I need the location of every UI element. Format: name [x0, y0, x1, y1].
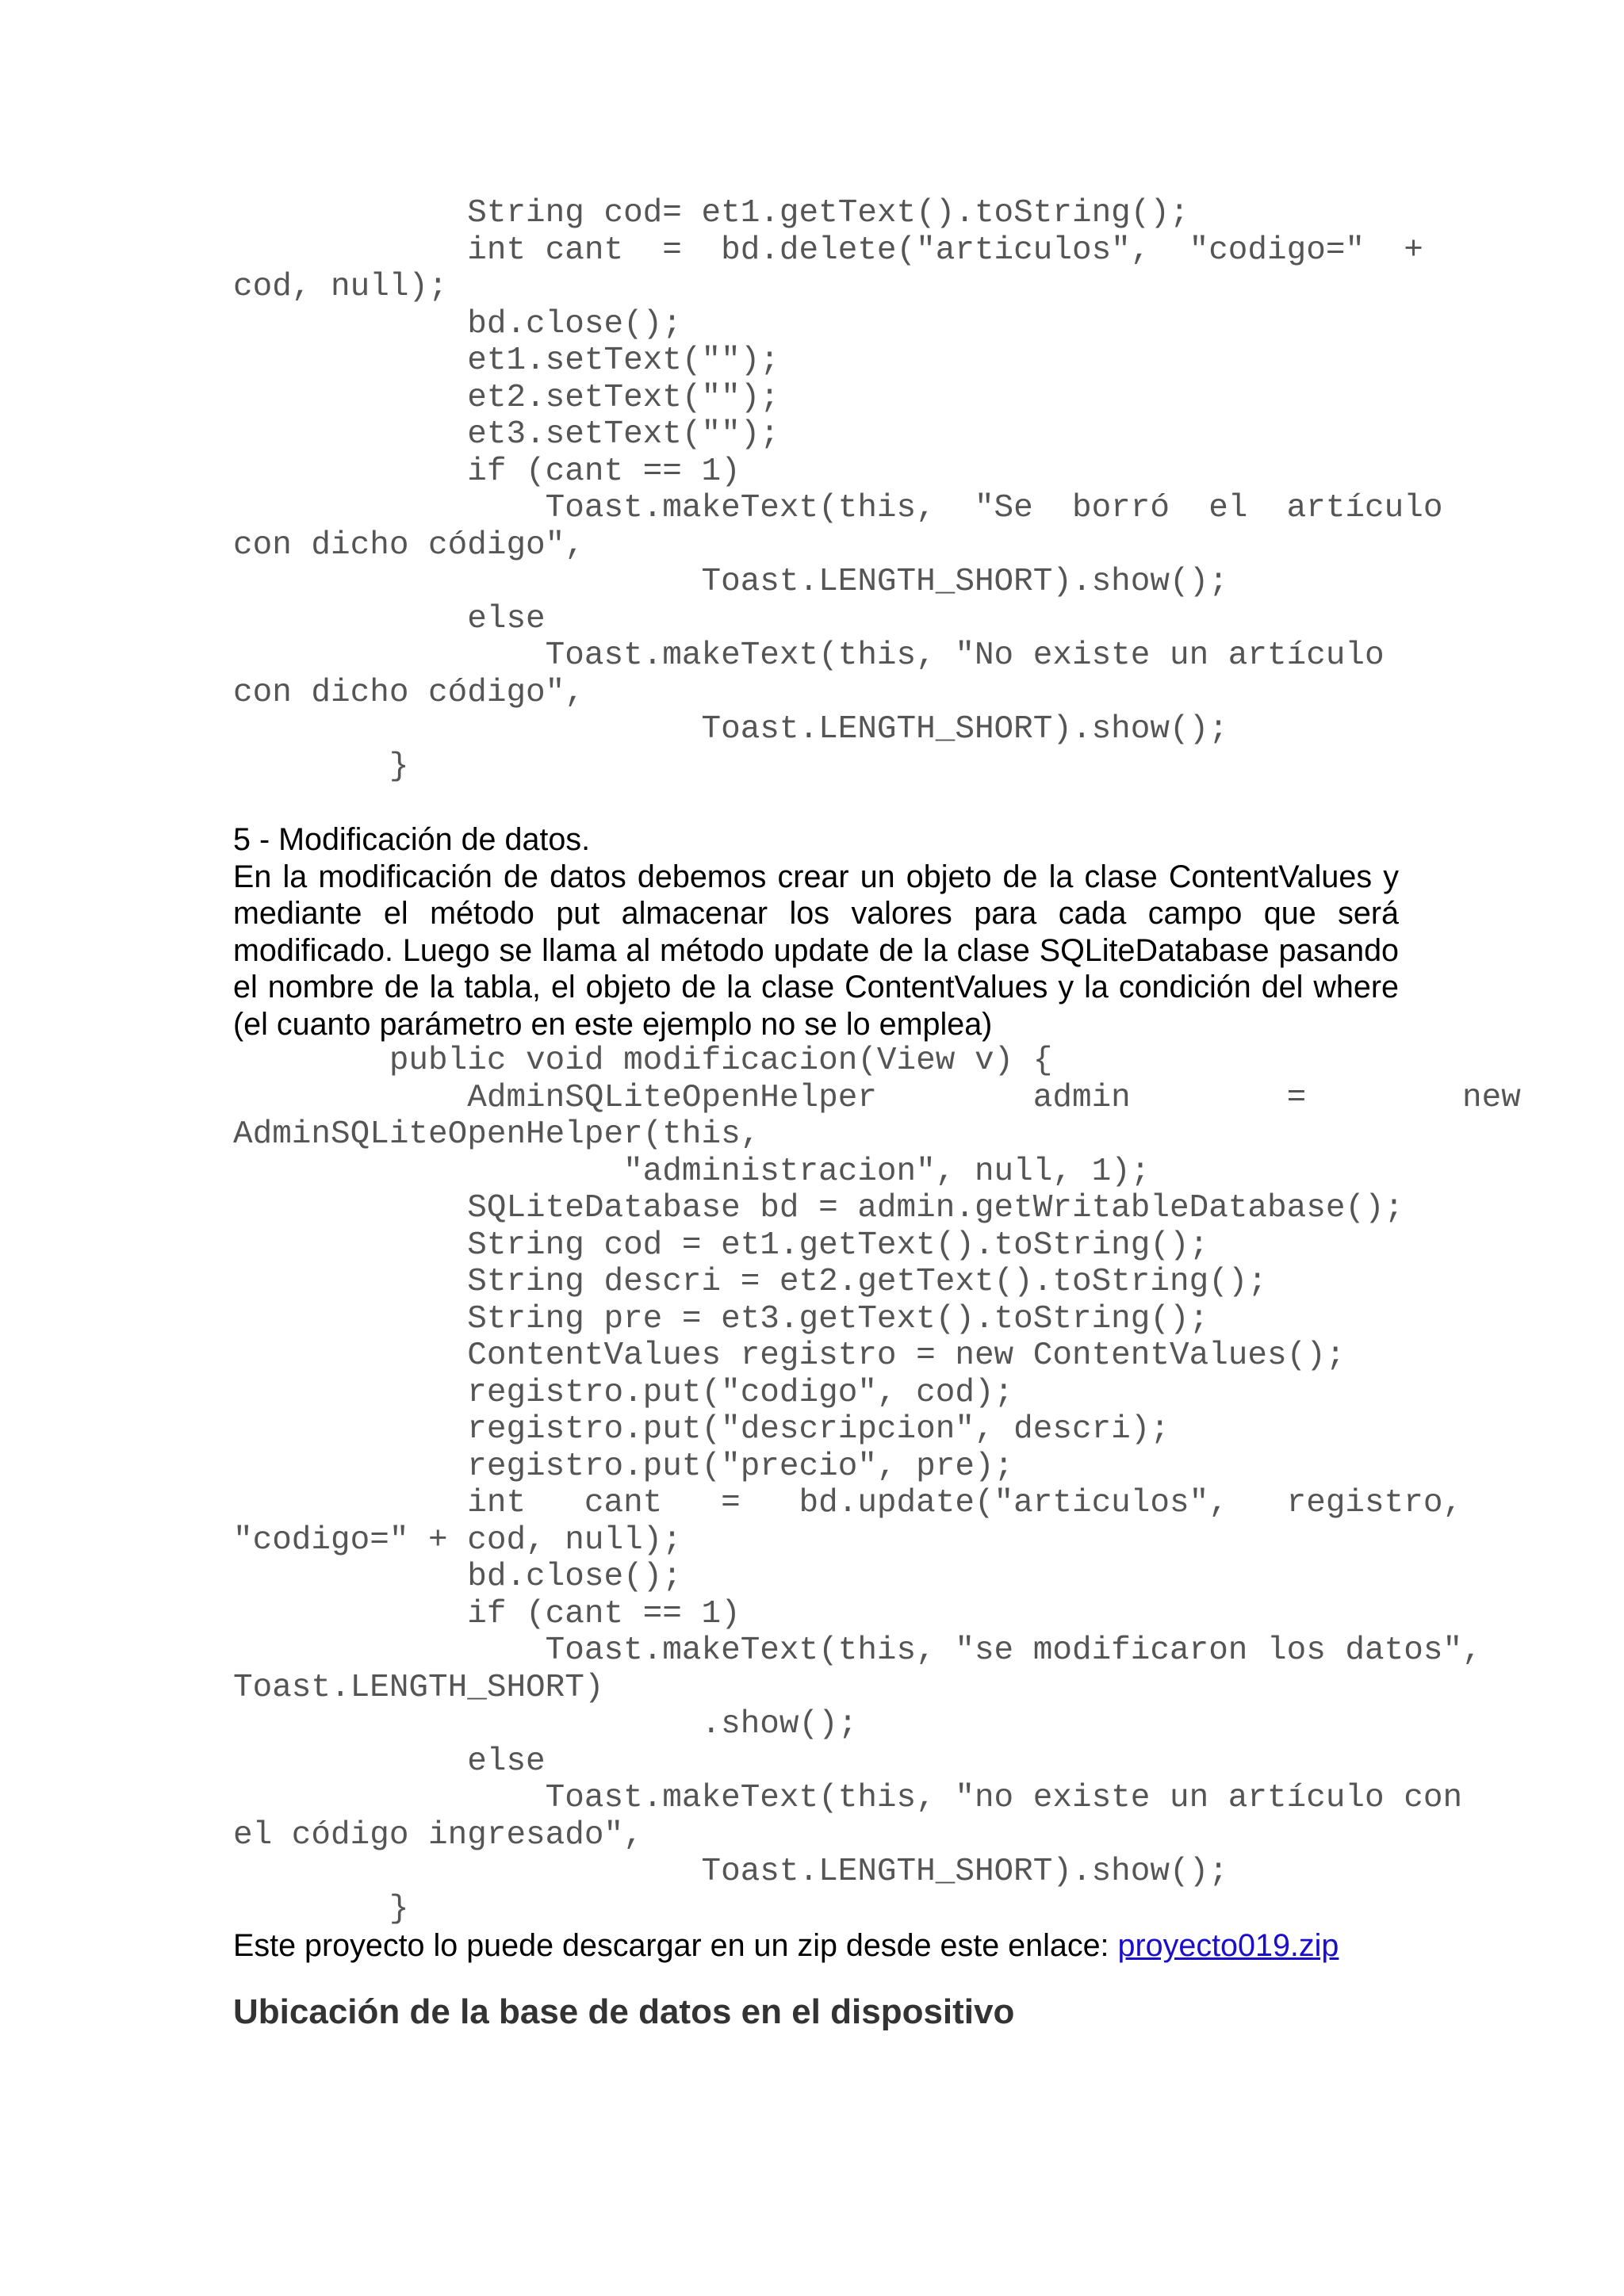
download-link[interactable]: proyecto019.zip: [1117, 1928, 1339, 1963]
code-block-modificacion: public void modificacion(View v) { AdminSQLiteOpenHelper admin = new AdminSQLiteOpenHelper(this, "administracion", null, 1); SQLiteDatabase bd = admin.getWritableDatabase(); String cod = et1.getText().toString(); String descri = et2.getText().toString(); String pre = et3.getText().toString(); ContentValues registro = new ContentValues(); registro.put("codigo", cod); registro.put("descripcion", descri); registro.put("precio", pre); int cant = bd.update("articulos", registro, "codigo=" + cod, null); bd.close(); if (cant == 1) Toast.makeText(this, "se modificaron los datos", Toast.LENGTH_SHORT) .show(); else Toast.makeText(this, "no existe un artículo con el código ingresado", Toast.LENGTH_SHORT).show(); }: [233, 1043, 1521, 1927]
download-line: [233, 1927, 1399, 1965]
download-text: Este proyecto lo puede descargar en un zip desde este enlace:: [233, 1928, 1118, 1963]
section-heading: Ubicación de la base de datos en el dispositivo: [233, 1992, 1015, 2031]
section-paragraph: En la modificación de datos debemos crear un objeto de la clase ContentValues y mediante el método put almacenar los valores para cada campo que será modificado. Luego se llama al método update de la clase SQLiteDatabase pasando el nombre de la tabla, el objeto de la clase ContentValues y la condición del where (el cuanto parámetro en este ejemplo no se lo emplea): [233, 859, 1399, 1042]
code-block-delete: String cod= et1.getText().toString(); int cant = bd.delete("articulos", "codigo=" + cod, null); bd.close(); et1.setText(""); et2.setText(""); et3.setText(""); if (cant == 1) Toast.makeText(this, "Se borró el artículo con dicho código", Toast.LENGTH_SHORT).show(); else Toast.makeText(this, "No existe un artículo con dicho código", Toast.LENGTH_SHORT).show(); }: [233, 195, 1443, 785]
page-content: [233, 195, 1521, 2034]
section-title: 5 - Modificación de datos.: [233, 822, 591, 857]
